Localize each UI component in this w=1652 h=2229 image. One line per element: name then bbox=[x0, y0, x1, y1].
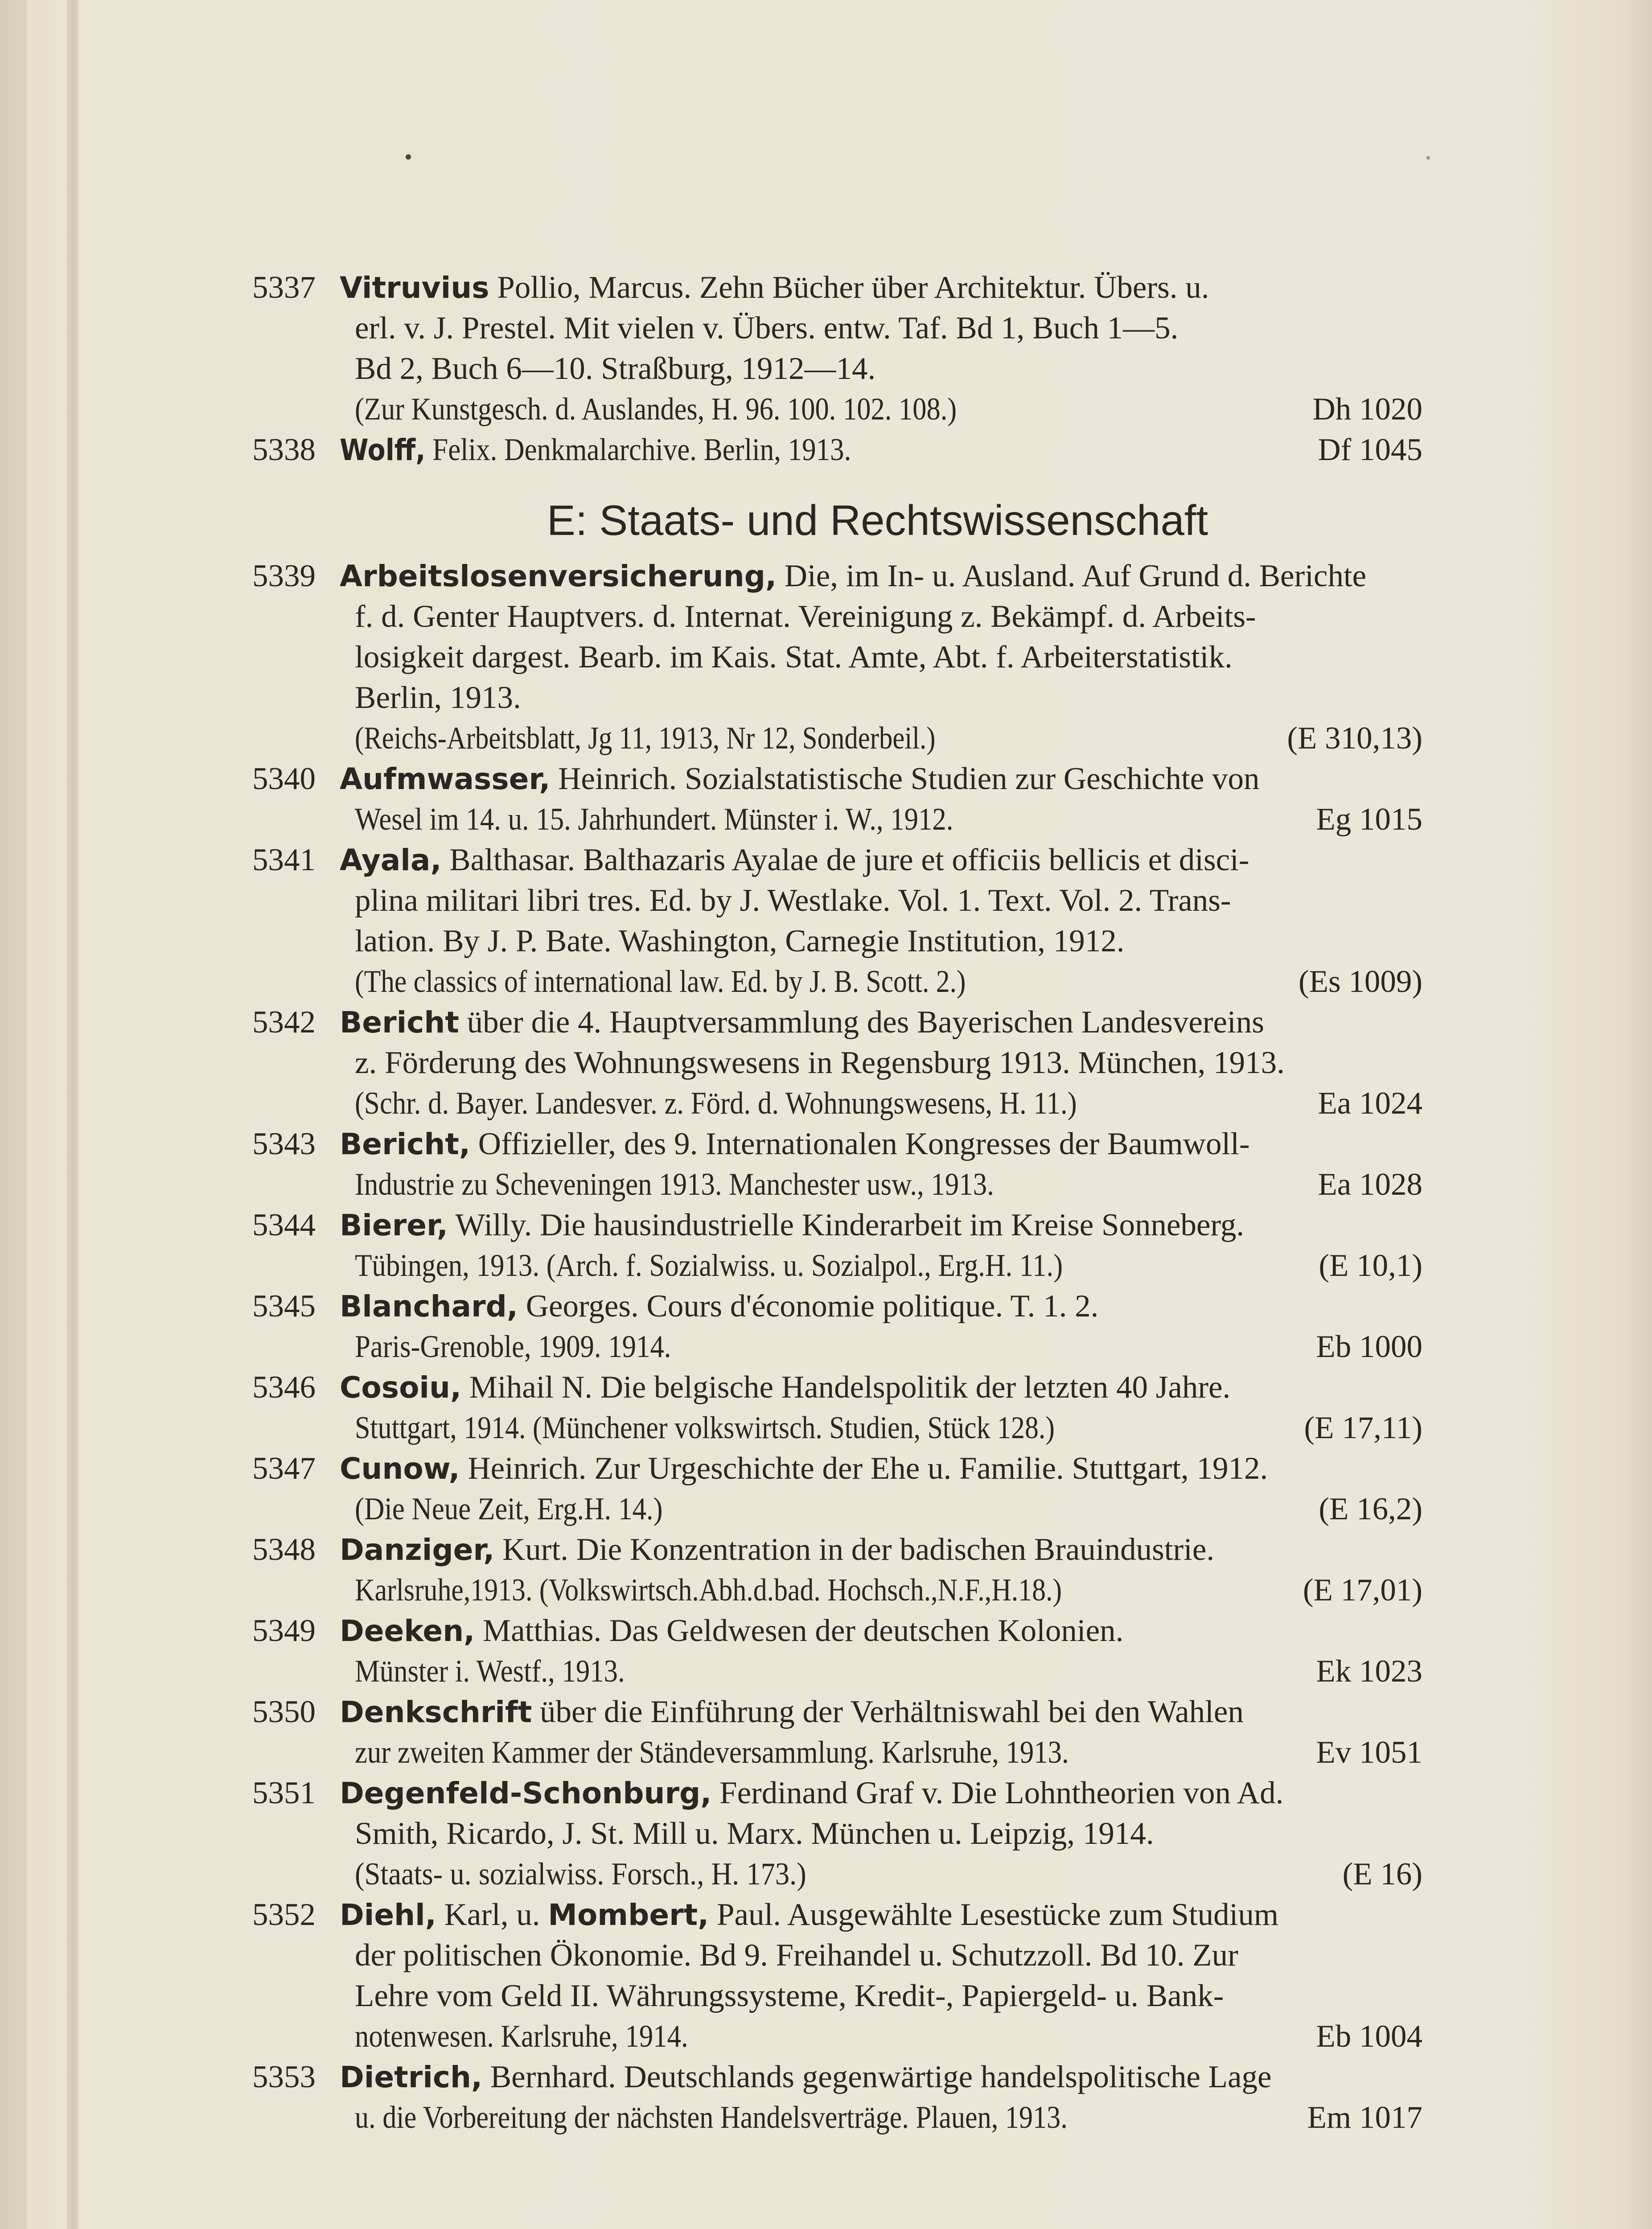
entry-line: Tübingen, 1913. (Arch. f. Sozialwiss. u. Sozialpol., Erg.H. 11.) bbox=[355, 1248, 1063, 1283]
entry-line: Karlsruhe,1913. (Volkswirtsch.Abh.d.bad. Hochsch.,N.F.,H.18.) bbox=[355, 1573, 1062, 1608]
entry-number: 5352 bbox=[252, 1897, 316, 1932]
entry-number: 5337 bbox=[252, 270, 316, 305]
shelf-mark: Eg 1015 bbox=[1316, 802, 1422, 837]
binding-gutter bbox=[67, 0, 78, 2229]
paper-speck bbox=[1426, 156, 1430, 160]
section-title: E: Staats- und Rechtswissenschaft bbox=[547, 497, 1208, 544]
entry-line: Balthasar. Balthazaris Ayalae de jure et officiis bellicis et disci- bbox=[441, 843, 1249, 877]
entry-heading: Diehl, bbox=[340, 1898, 436, 1932]
shelf-mark: (E 10,1) bbox=[1319, 1248, 1422, 1283]
shelf-mark: Ea 1024 bbox=[1318, 1086, 1422, 1121]
shelf-mark: Eb 1004 bbox=[1316, 2019, 1422, 2054]
entry-heading: Cunow, bbox=[340, 1452, 460, 1486]
entry-line: Stuttgart, 1914. (Münchener volkswirtsch. Studien, Stück 128.) bbox=[355, 1411, 1055, 1445]
entry-number: 5341 bbox=[252, 843, 316, 877]
entry-line: notenwesen. Karlsruhe, 1914. bbox=[355, 2019, 688, 2054]
entry-heading: Arbeitslosenversicherung, bbox=[340, 559, 777, 593]
entry-line: der politischen Ökonomie. Bd 9. Freihandel u. Schutzzoll. Bd 10. Zur bbox=[355, 1938, 1238, 1973]
entry-heading: Deeken, bbox=[340, 1614, 475, 1648]
entry-line: Willy. Die hausindustrielle Kinderarbeit im Kreise Sonneberg. bbox=[448, 1208, 1245, 1242]
entry-number: 5353 bbox=[252, 2060, 316, 2094]
entry-line: Offizieller, des 9. Internationalen Kongresses der Baumwoll- bbox=[470, 1127, 1250, 1161]
entry-line: Mihail N. Die belgische Handelspolitik der letzten 40 Jahre. bbox=[461, 1370, 1231, 1405]
entry-5343 bbox=[252, 1124, 1422, 1205]
entry-line: Georges. Cours d'économie politique. T. 1. 2. bbox=[518, 1289, 1099, 1324]
entry-coauthor: Mombert, bbox=[548, 1898, 709, 1932]
entry-line: u. die Vorbereitung der nächsten Handelsverträge. Plauen, 1913. bbox=[355, 2100, 1068, 2135]
entry-heading: Dietrich, bbox=[340, 2060, 483, 2094]
entry-line: Heinrich. Zur Urgeschichte der Ehe u. Familie. Stuttgart, 1912. bbox=[460, 1451, 1268, 1486]
shelf-mark: (E 17,01) bbox=[1303, 1573, 1422, 1608]
entry-number: 5344 bbox=[252, 1208, 316, 1242]
shelf-mark: Df 1045 bbox=[1318, 432, 1422, 467]
entry-heading: Vitruvius bbox=[340, 271, 489, 305]
entry-line: Heinrich. Sozialstatistische Studien zur Geschichte von bbox=[550, 761, 1260, 796]
entry-line: (Schr. d. Bayer. Landesver. z. Förd. d. Wohnungswesens, H. 11.) bbox=[355, 1086, 1077, 1121]
entry-number: 5349 bbox=[252, 1613, 316, 1648]
entry-heading: Bericht, bbox=[340, 1127, 470, 1161]
shelf-mark: Ea 1028 bbox=[1318, 1167, 1422, 1202]
shelf-mark: Eb 1000 bbox=[1316, 1329, 1422, 1364]
entry-heading: Danziger, bbox=[340, 1533, 495, 1567]
shelf-mark: Ek 1023 bbox=[1316, 1654, 1422, 1689]
entry-heading: Bericht bbox=[340, 1005, 459, 1040]
entry-number: 5346 bbox=[252, 1370, 316, 1405]
entry-line: Bernhard. Deutschlands gegenwärtige handelspolitische Lage bbox=[482, 2060, 1272, 2094]
entry-5344 bbox=[252, 1205, 1422, 1286]
entry-5349 bbox=[252, 1611, 1422, 1692]
entry-heading: Denkschrift bbox=[340, 1695, 532, 1729]
entry-5353 bbox=[252, 2057, 1422, 2138]
entry-line: Matthias. Das Geldwesen der deutschen Kolonien. bbox=[475, 1613, 1124, 1648]
entry-line: (Zur Kunstgesch. d. Auslandes, H. 96. 100. 102. 108.) bbox=[355, 392, 957, 427]
entry-heading: Degenfeld-Schonburg, bbox=[340, 1776, 712, 1810]
entry-number: 5347 bbox=[252, 1451, 316, 1486]
entry-line: Münster i. Westf., 1913. bbox=[355, 1654, 625, 1689]
entry-line: Ferdinand Graf v. Die Lohntheorien von Ad. bbox=[711, 1776, 1284, 1810]
paper-speck bbox=[406, 154, 411, 160]
entry-number: 5338 bbox=[252, 432, 316, 467]
page-number bbox=[1390, 2225, 1422, 2229]
entry-line: Kurt. Die Konzentration in der badischen Brauindustrie. bbox=[494, 1532, 1215, 1567]
entry-line: über die 4. Hauptversammlung des Bayerischen Landesvereins bbox=[459, 1005, 1264, 1040]
entry-5350 bbox=[252, 1692, 1422, 1773]
page-edge bbox=[0, 0, 27, 2229]
entry-5347 bbox=[252, 1448, 1422, 1530]
shelf-mark: (E 16) bbox=[1342, 1857, 1422, 1892]
entry-line: Paul. Ausgewählte Lesestücke zum Studium bbox=[709, 1897, 1279, 1932]
entry-number: 5340 bbox=[252, 761, 316, 796]
shelf-mark: Dh 1020 bbox=[1312, 392, 1422, 427]
entry-5351 bbox=[252, 1773, 1422, 1895]
entry-number: 5343 bbox=[252, 1127, 316, 1161]
entry-5345 bbox=[252, 1286, 1422, 1367]
entry-heading: Bierer, bbox=[340, 1208, 448, 1242]
entry-line: erl. v. J. Prestel. Mit vielen v. Übers. entw. Taf. Bd 1, Buch 1—5. bbox=[355, 311, 1179, 345]
page-footer bbox=[252, 2225, 1422, 2229]
entry-5337 bbox=[252, 267, 1422, 430]
entry-line: lation. By J. P. Bate. Washington, Carnegie Institution, 1912. bbox=[355, 924, 1125, 958]
entry-line: Pollio, Marcus. Zehn Bücher über Architektur. Übers. u. bbox=[489, 270, 1209, 305]
entry-line: (Die Neue Zeit, Erg.H. 14.) bbox=[355, 1492, 663, 1526]
entry-line: (Reichs-Arbeitsblatt, Jg 11, 1913, Nr 12, Sonderbeil.) bbox=[355, 721, 936, 756]
entry-number: 5350 bbox=[252, 1694, 316, 1729]
entry-line: Karl, u. bbox=[436, 1897, 548, 1932]
shelf-mark: (E 310,13) bbox=[1287, 721, 1422, 756]
entry-line: Lehre vom Geld II. Währungssysteme, Kredit-, Papiergeld- u. Bank- bbox=[355, 1978, 1224, 2013]
entry-line: (Staats- u. sozialwiss. Forsch., H. 173.) bbox=[355, 1857, 806, 1892]
entry-heading: Ayala, bbox=[340, 843, 442, 877]
entry-line: Berlin, 1913. bbox=[355, 680, 521, 715]
shelf-mark: (E 17,11) bbox=[1304, 1411, 1422, 1445]
entry-5346 bbox=[252, 1367, 1422, 1448]
entry-line: losigkeit dargest. Bearb. im Kais. Stat. Amte, Abt. f. Arbeiterstatistik. bbox=[355, 640, 1233, 674]
entry-line: plina militari libri tres. Ed. by J. Westlake. Vol. 1. Text. Vol. 2. Trans- bbox=[355, 883, 1231, 918]
signature-mark bbox=[252, 2225, 335, 2229]
shelf-mark: Em 1017 bbox=[1307, 2100, 1422, 2135]
entry-number: 5342 bbox=[252, 1005, 316, 1040]
entry-heading: Cosoiu, bbox=[340, 1370, 462, 1405]
entry-5339 bbox=[252, 556, 1422, 759]
shelf-mark: (Es 1009) bbox=[1298, 964, 1422, 999]
entry-line: Industrie zu Scheveningen 1913. Manchester usw., 1913. bbox=[355, 1167, 994, 1202]
entry-5341 bbox=[252, 840, 1422, 1002]
entry-line: zur zweiten Kammer der Ständeversammlung. Karlsruhe, 1913. bbox=[355, 1735, 1069, 1770]
entry-line: Felix. Denkmalarchive. Berlin, 1913. bbox=[425, 432, 851, 467]
entry-line: z. Förderung des Wohnungswesens in Regensburg 1913. München, 1913. bbox=[355, 1045, 1285, 1080]
entry-line: f. d. Genter Hauptvers. d. Internat. Vereinigung z. Bekämpf. d. Arbeits- bbox=[355, 599, 1256, 634]
entry-number: 5345 bbox=[252, 1289, 316, 1324]
entry-5338 bbox=[252, 430, 1422, 470]
entry-line: über die Einführung der Verhältniswahl bei den Wahlen bbox=[532, 1694, 1244, 1729]
entry-5340 bbox=[252, 759, 1422, 840]
entry-heading: Blanchard, bbox=[340, 1289, 518, 1324]
catalog-text bbox=[252, 267, 1422, 2138]
entry-line: Paris-Grenoble, 1909. 1914. bbox=[355, 1329, 671, 1364]
entry-line: (The classics of international law. Ed. by J. B. Scott. 2.) bbox=[355, 964, 966, 999]
entry-line: Smith, Ricardo, J. St. Mill u. Marx. München u. Leipzig, 1914. bbox=[355, 1816, 1154, 1851]
entry-line: Bd 2, Buch 6—10. Straßburg, 1912—14. bbox=[355, 351, 876, 386]
entry-5342 bbox=[252, 1002, 1422, 1124]
entry-5352 bbox=[252, 1895, 1422, 2057]
entry-line: Die, im In- u. Ausland. Auf Grund d. Berichte bbox=[777, 559, 1367, 593]
entry-line: Wesel im 14. u. 15. Jahrhundert. Münster i. W., 1912. bbox=[355, 802, 953, 837]
entry-number: 5348 bbox=[252, 1532, 316, 1567]
entry-heading: Wolff, bbox=[340, 433, 426, 467]
shelf-mark: Ev 1051 bbox=[1316, 1735, 1422, 1770]
shelf-mark: (E 16,2) bbox=[1319, 1492, 1422, 1526]
entry-heading: Aufmwasser, bbox=[340, 762, 551, 796]
entry-5348 bbox=[252, 1530, 1422, 1611]
entry-number: 5339 bbox=[252, 559, 316, 593]
entry-number: 5351 bbox=[252, 1776, 316, 1810]
